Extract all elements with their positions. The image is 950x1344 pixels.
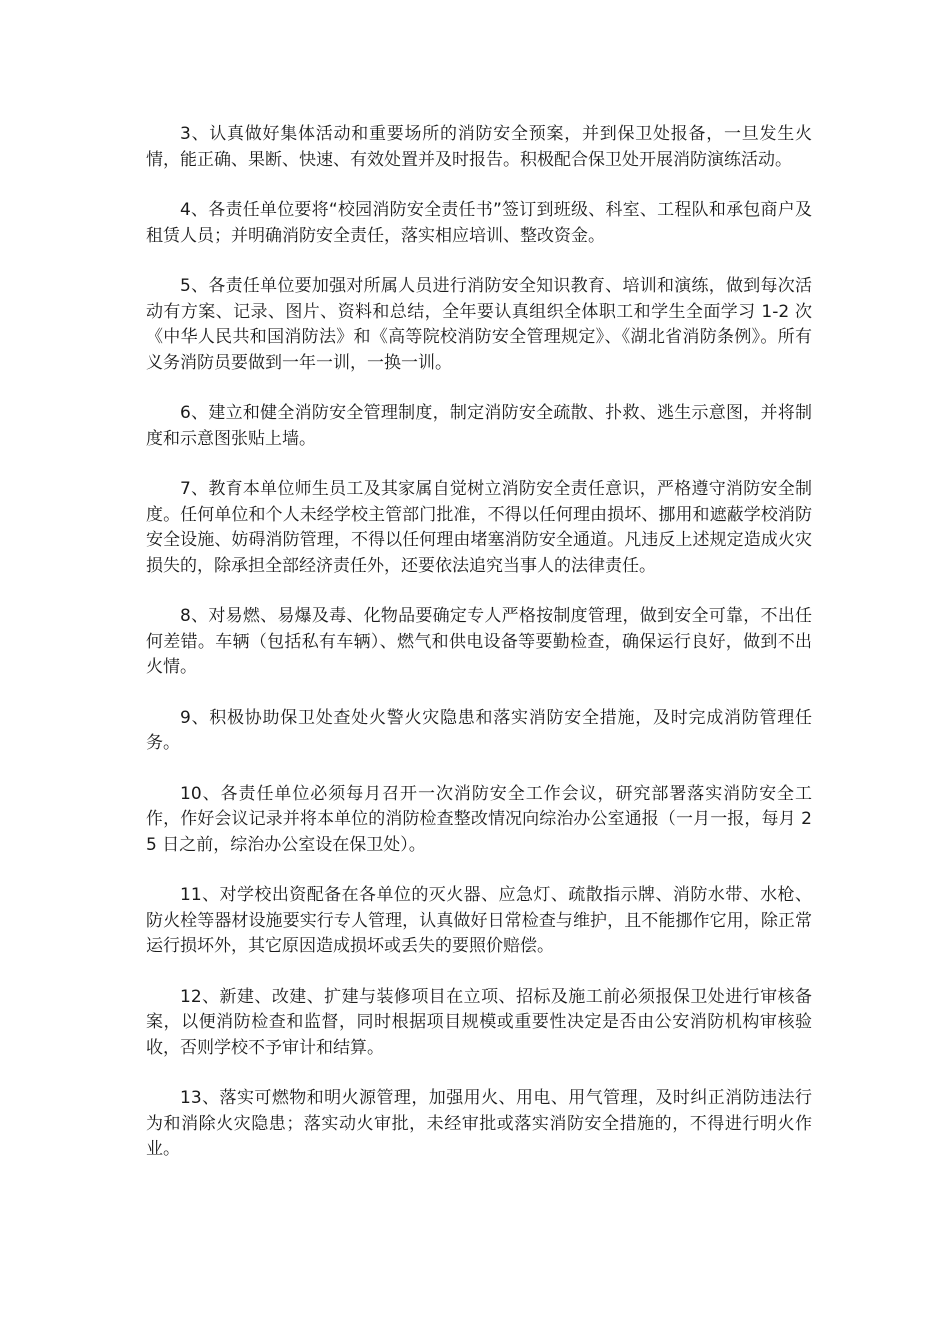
paragraph-item-3: 3、认真做好集体活动和重要场所的消防安全预案，并到保卫处报备，一旦发生火情，能正确、果断、快速、有效处置并及时报告。积极配合保卫处开展消防演练活动。 (146, 124, 812, 170)
paragraph-item-9: 9、积极协助保卫处查处火警火灾隐患和落实消防安全措施，及时完成消防管理任务。 (146, 707, 812, 753)
paragraph-item-8: 8、对易燃、易爆及毒、化物品要确定专人严格按制度管理，做到安全可靠，不出任何差错。车辆（包括私有车辆）、燃气和供电设备等要勤检查，确保运行良好，做到不出火情。 (146, 606, 812, 677)
paragraph-item-13: 13、落实可燃物和明火源管理，加强用火、用电、用气管理，及时纠正消防违法行为和消除火灾隐患；落实动火审批，未经审批或落实消防安全措施的，不得进行明火作业。 (146, 1088, 812, 1159)
paragraph-item-4: 4、各责任单位要将“校园消防安全责任书”签订到班级、科室、工程队和承包商户及租赁人员；并明确消防安全责任，落实相应培训、整改资金。 (146, 200, 812, 246)
paragraph-item-11: 11、对学校出资配备在各单位的灭火器、应急灯、疏散指示牌、消防水带、水枪、防火栓等器材设施要实行专人管理，认真做好日常检查与维护，且不能挪作它用，除正常运行损坏外，其它原因造成损坏或丢失的要照价赔偿。 (146, 885, 812, 956)
document-body (146, 122, 812, 1188)
paragraph-item-10: 10、各责任单位必须每月召开一次消防安全工作会议，研究部署落实消防安全工作，作好会议记录并将本单位的消防检查整改情况向综治办公室通报（一月一报，每月 25 日之前，综治办公室设在保卫处）。 (146, 783, 812, 855)
paragraph-item-5: 5、各责任单位要加强对所属人员进行消防安全知识教育、培训和演练，做到每次活动有方案、记录、图片、资料和总结，全年要认真组织全体职工和学生全面学习 1-2 次《中华人民共和国消防法》和《高等院校消防安全管理规定》、《湖北省消防条例》。所有义务消防员要做到一年一训，一换一训。 (146, 276, 812, 373)
paragraph-item-7: 7、教育本单位师生员工及其家属自觉树立消防安全责任意识，严格遵守消防安全制度。任何单位和个人未经学校主管部门批准，不得以任何理由损坏、挪用和遮蔽学校消防安全设施、妨碍消防管理，不得以任何理由堵塞消防安全通道。凡违反上述规定造成火灾损失的，除承担全部经济责任外，还要依法追究当事人的法律责任。 (146, 479, 812, 576)
paragraph-item-12: 12、新建、改建、扩建与装修项目在立项、招标及施工前必须报保卫处进行审核备案，以便消防检查和监督，同时根据项目规模或重要性决定是否由公安消防机构审核验收，否则学校不予审计和结算。 (146, 986, 812, 1058)
paragraph-item-6: 6、建立和健全消防安全管理制度，制定消防安全疏散、扑救、逃生示意图，并将制度和示意图张贴上墙。 (146, 403, 812, 449)
